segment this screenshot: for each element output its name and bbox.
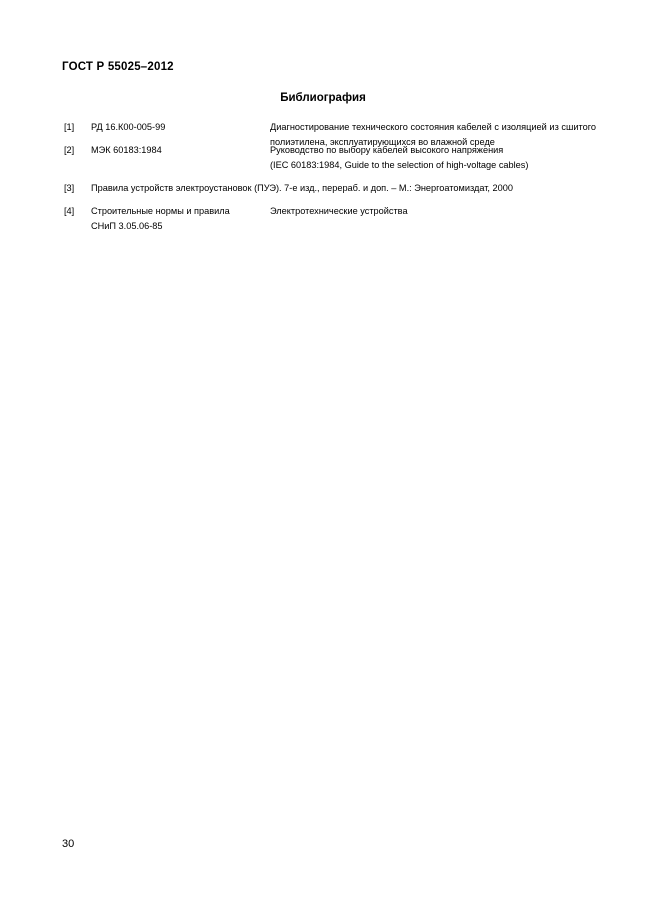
bibliography-list [64,120,596,242]
document-header: ГОСТ Р 55025–2012 [62,61,174,73]
entry-full-text: Правила устройств электроустановок (ПУЭ). 7-е изд., перераб. и доп. – М.: Энергоатомиздат, 2000 [91,183,513,193]
entry-number: [3] [64,183,75,193]
entry-description: Диагностирование технического состояния кабелей с изоляцией из сшитого полиэтилена, эксплуатирующихся во влажной среде [270,122,596,147]
entry-description: Электротехнические устройства [270,206,408,216]
bibliography-entry [64,181,596,196]
entry-number: [1] [64,122,75,132]
bibliography-entry [64,120,596,147]
bibliography-entry [64,143,596,173]
bibliography-entry [64,204,596,234]
entry-description-line: (IEC 60183:1984, Guide to the selection of high-voltage cables) [270,160,529,170]
entry-number: [4] [64,206,75,216]
entry-description-line: Руководство по выбору кабелей высокого напряжения [270,145,504,155]
entry-source: МЭК 60183:1984 [91,145,162,155]
entry-source [91,204,261,234]
section-title: Библиография [280,92,366,104]
page-number: 30 [62,838,75,850]
entry-source-line: Строительные нормы и правила [91,206,230,216]
entry-source-line: СНиП 3.05.06-85 [91,221,163,231]
entry-number: [2] [64,145,75,155]
entry-description [270,143,596,173]
entry-source: РД 16.К00-005-99 [91,122,166,132]
